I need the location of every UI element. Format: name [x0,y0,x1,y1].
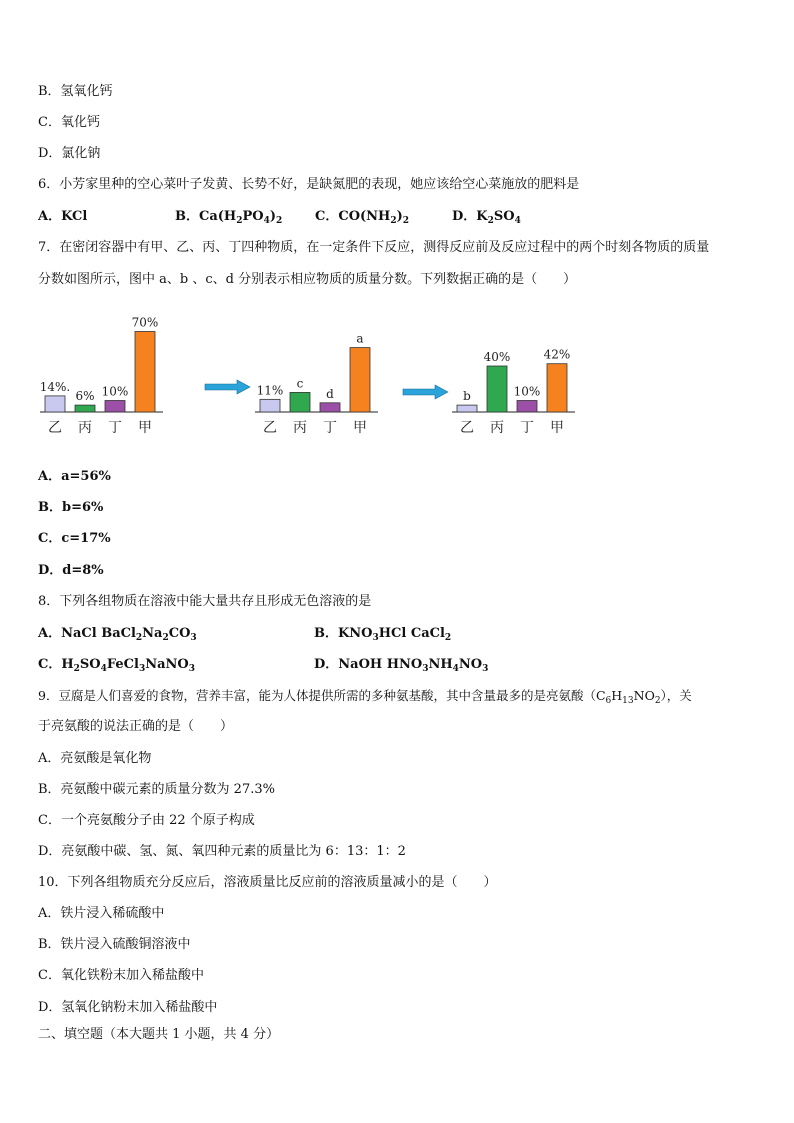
q7-option-b: B．b=6% [38,500,104,515]
bar-丁 [320,403,340,412]
bar-甲 [350,348,370,412]
category-label: 丁 [108,420,122,436]
data-label: 10% [513,384,541,399]
q9-option-a: A．亮氨酸是氧化物 [38,751,152,766]
data-label: 70% [131,315,159,330]
bar-乙 [45,396,65,412]
q6-option-d: D．$K_2SO_4$ [452,209,521,226]
q5-option-d: D．氯化钠 [38,146,101,161]
category-label: 丁 [520,420,534,436]
bar-甲 [135,332,155,413]
q7-option-d: D．d=8% [38,563,104,578]
data-label: 11% [256,383,284,398]
q7-option-a: A．a=56% [38,469,111,484]
q7-stem-line2: 分数如图所示，图中 a、b 、c、d 分别表示相应物质的质量分数。下列数据正确的是（ ） [38,272,577,287]
data-label: 6% [75,389,95,404]
bar-丙 [290,392,310,412]
q6-option-b: B．$Ca(H_2PO_4)_2$ [175,209,283,226]
chart-during-reaction-2 [452,348,575,436]
chart-before-reaction [40,316,163,437]
data-label: a [356,331,364,346]
q6-stem: 6．小芳家里种的空心菜叶子发黄、长势不好，是缺氮肥的表现，她应该给空心菜施放的肥料是 [38,177,580,192]
category-label: 乙 [48,420,62,436]
q10-option-a: A．铁片浸入稀硫酸中 [38,906,165,921]
q5-option-c: C．氧化钙 [38,115,100,130]
chart-during-reaction-1 [255,332,378,436]
data-label: 42% [543,347,571,362]
bar-丙 [487,366,507,412]
q10-option-b: B．铁片浸入硫酸铜溶液中 [38,937,191,952]
category-label: 丙 [293,420,307,436]
data-label: d [326,386,334,401]
bar-乙 [457,405,477,412]
category-label: 乙 [263,420,277,436]
q9-option-c: C．一个亮氨酸分子由 22 个原子构成 [38,813,255,828]
data-label: c [296,376,304,391]
category-label: 乙 [460,420,474,436]
section2-heading: 二、填空题（本大题共 1 小题，共 4 分） [38,1027,280,1042]
q9-option-d: D．亮氨酸中碳、氢、氮、氧四种元素的质量比为 6：13：1：2 [38,844,406,859]
category-label: 丁 [323,420,337,436]
q6-option-a: A．KCl [38,209,88,224]
q10-stem: 10．下列各组物质充分反应后，溶液质量比反应前的溶液质量减小的是（ ） [38,875,497,890]
arrow-icon-1 [205,380,250,394]
data-label: 14%. [39,379,71,394]
category-label: 丙 [78,420,92,436]
q10-option-c: C．氧化铁粉末加入稀盐酸中 [38,968,204,983]
bar-丁 [517,401,537,413]
category-label: 甲 [138,420,152,436]
data-label: b [463,389,471,404]
q8-stem: 8．下列各组物质在溶液中能大量共存且形成无色溶液的是 [38,594,372,609]
q8-option-c: C．$H_2SO_4FeCl_3NaNO_3$ [38,657,196,674]
q9-stem-line2: 于亮氨酸的说法正确的是（ ） [38,719,234,734]
bar-乙 [260,399,280,412]
category-label: 丙 [490,420,504,436]
q7-stem-line1: 7．在密闭容器中有甲、乙、丙、丁四种物质，在一定条件下反应，测得反应前及反应过程中的两个时刻各物质的质量 [38,240,710,255]
q9-option-b: B．亮氨酸中碳元素的质量分数为 27.3% [38,782,275,797]
q7-bar-chart-figure [30,305,590,440]
data-label: 10% [101,384,129,399]
bar-丁 [105,401,125,413]
arrow-icon-2 [403,385,448,399]
q6-option-c: C．$CO(NH_2)_2$ [315,209,410,226]
q7-option-c: C．c=17% [38,531,111,546]
q10-option-d: D．氢氧化钠粉末加入稀盐酸中 [38,1000,218,1015]
q8-option-d: D．NaOH $HNO_3NH_4NO_3$ [314,657,489,674]
q5-option-b: B．氢氧化钙 [38,84,113,99]
bar-甲 [547,364,567,412]
category-label: 甲 [353,420,367,436]
q8-option-b: B．$KNO_3HCl$ CaCl$_2$ [314,626,452,643]
category-label: 甲 [550,420,564,436]
data-label: 40% [483,350,511,364]
q8-option-a: A．NaCl $BaCl_2Na_2CO_3$ [38,626,197,643]
q9-stem-line1: 9．豆腐是人们喜爱的食物，营养丰富，能为人体提供所需的多种氨基酸，其中含量最多的是亮氨酸$(C_6H_{13}NO_2)$，关 [38,688,692,706]
bar-丙 [75,405,95,412]
